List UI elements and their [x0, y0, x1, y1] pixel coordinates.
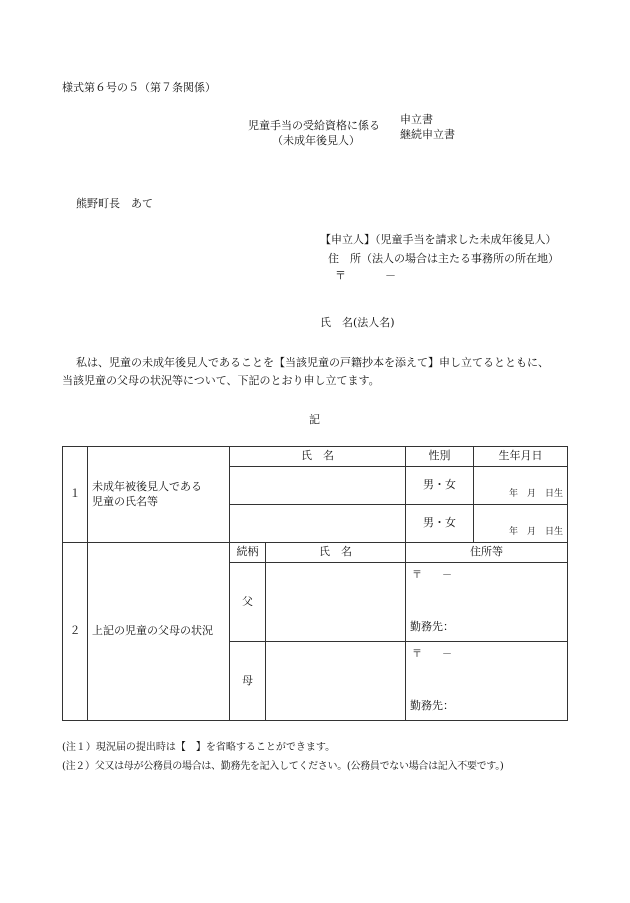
child1-name-field[interactable]	[230, 467, 406, 505]
title-sub: （未成年後見人）	[272, 134, 360, 147]
section1-label-line1: 未成年被後見人である	[92, 479, 202, 493]
father-name-field[interactable]	[266, 563, 406, 642]
applicant-address-label: 住 所（法人の場合は主たる事務所の所在地）	[328, 252, 559, 265]
section2-number: ２	[63, 543, 88, 721]
child2-sex-field[interactable]: 男・女	[406, 505, 474, 543]
relation-mother: 母	[230, 642, 266, 721]
title-type-application: 申立書	[400, 113, 433, 126]
section1-label-line2: 児童の氏名等	[92, 494, 158, 508]
postal-dash: －	[385, 269, 396, 282]
note-1: (注１）現況届の提出時は【 】を省略することができます。	[62, 742, 336, 753]
child2-birth-field[interactable]	[474, 505, 568, 543]
col-header-sex: 性別	[406, 447, 474, 467]
statement-line2: 当該児童の父母の状況等について、下記のとおり申し立てます。	[62, 374, 380, 387]
father-workplace-label: 勤務先：	[410, 620, 454, 634]
title-main: 児童手当の受給資格に係る	[248, 119, 380, 132]
child2-name-field[interactable]	[230, 505, 406, 543]
col-header-child-name: 氏 名	[230, 447, 406, 467]
details-table	[62, 446, 568, 721]
mother-workplace-label: 勤務先：	[410, 699, 454, 713]
child1-birth-suffix: 年 月 日生	[508, 488, 563, 499]
title-type-continuation: 継続申立書	[400, 128, 455, 141]
mother-address-field[interactable]	[406, 642, 568, 721]
col-header-relation: 続柄	[230, 543, 266, 563]
form-id: 様式第６号の５（第７条関係）	[62, 81, 216, 94]
child2-birth-suffix: 年 月 日生	[508, 526, 563, 537]
applicant-name-label: 氏 名(法人名)	[320, 316, 395, 329]
section1-number: １	[63, 447, 88, 543]
addressee: 熊野町長 あて	[76, 197, 153, 210]
col-header-birth: 生年月日	[474, 447, 568, 467]
note-2: (注２）父又は母が公務員の場合は、勤務先を記入してください。(公務員でない場合は記入不要です。)	[62, 761, 504, 772]
statement-line1: 私は、児童の未成年後見人であることを【当該児童の戸籍抄本を添えて】申し立てるとともに、	[76, 356, 549, 369]
section2-label: 上記の児童の父母の状況	[88, 543, 230, 721]
section1-label	[88, 447, 230, 543]
child1-sex-field[interactable]: 男・女	[406, 467, 474, 505]
father-postal: 〒 －	[412, 570, 452, 581]
mother-name-field[interactable]	[266, 642, 406, 721]
applicant-label: 【申立人】（児童手当を請求した未成年後見人）	[320, 233, 557, 246]
mother-postal: 〒 －	[412, 649, 452, 660]
col-header-parent-name: 氏 名	[266, 543, 406, 563]
col-header-address: 住所等	[406, 543, 568, 563]
relation-father: 父	[230, 563, 266, 642]
father-address-field[interactable]	[406, 563, 568, 642]
postal-mark: 〒	[335, 269, 346, 282]
child1-birth-field[interactable]	[474, 467, 568, 505]
ki-marker: 記	[309, 413, 320, 426]
